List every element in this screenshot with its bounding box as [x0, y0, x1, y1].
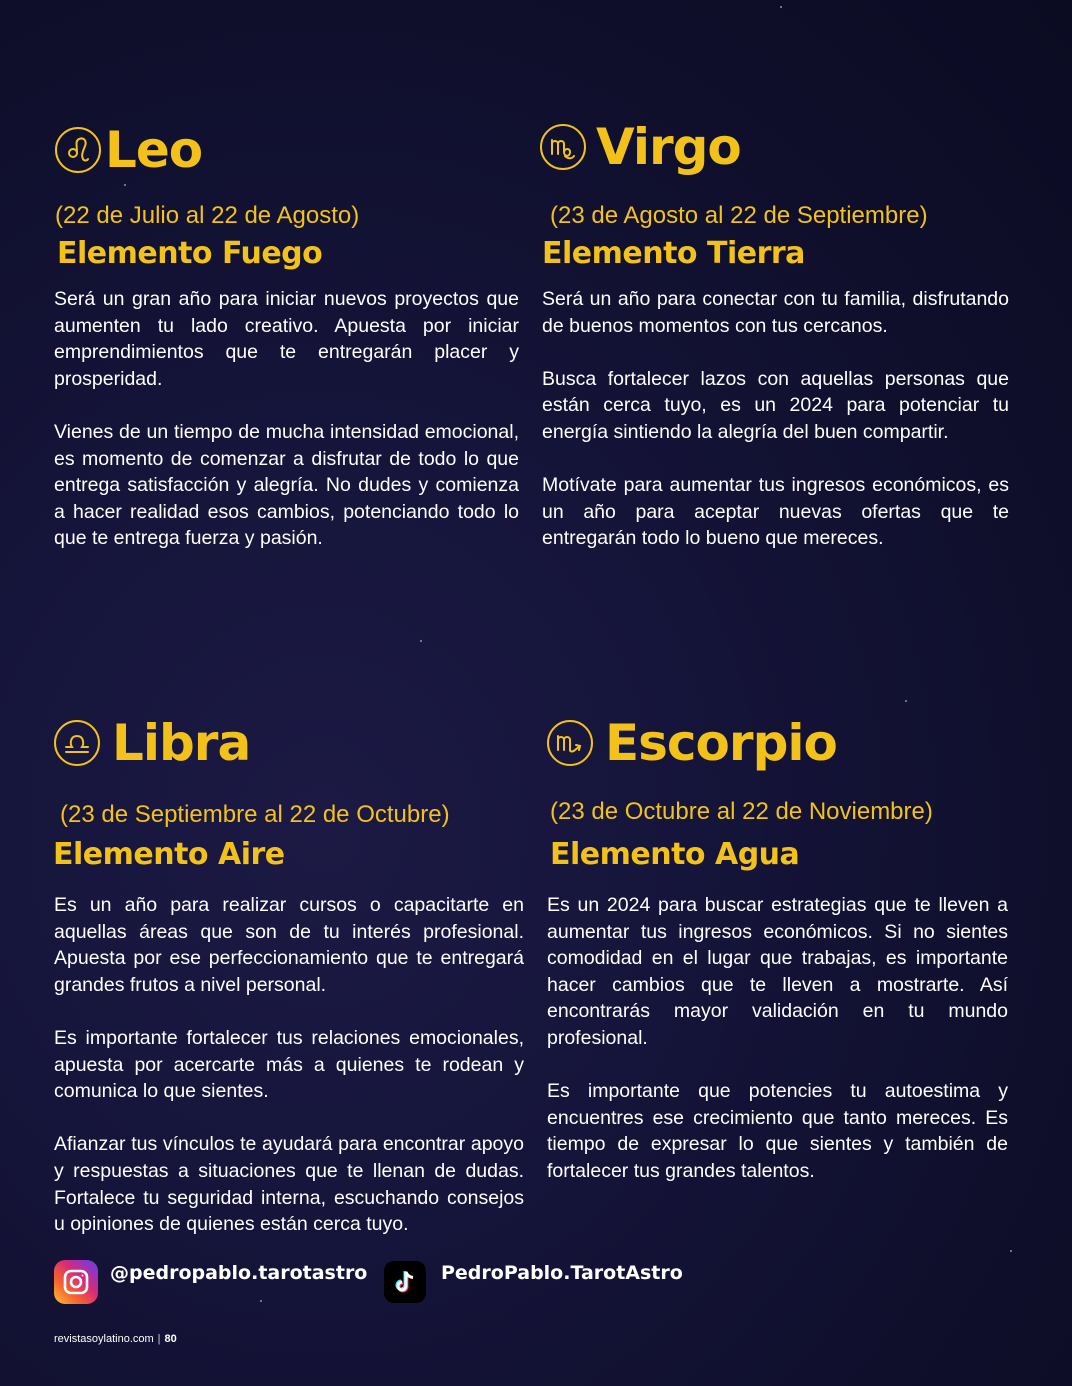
sign-name: Escorpio — [605, 714, 837, 772]
paragraph: Motívate para aumentar tus ingresos económicos, es un año para aceptar nuevas ofertas que te entregarán todo lo bueno que mereces. — [542, 474, 1009, 550]
paragraph: Será un año para conectar con tu familia, disfrutando de buenos momentos con tus cercanos. — [542, 288, 1009, 337]
sign-description — [547, 892, 1008, 1185]
sign-element: Elemento Agua — [550, 837, 800, 872]
sign-element: Elemento Tierra — [542, 236, 805, 271]
paragraph: Afianzar tus vínculos te ayudará para encontrar apoyo y respuestas a situaciones que te llenan de dudas. Fortalece tu seguridad interna, escuchando consejos u opiniones de quienes están cerca tuyo. — [54, 1133, 524, 1236]
sign-dates: (22 de Julio al 22 de Agosto) — [55, 202, 360, 229]
footer-separator: | — [157, 1333, 161, 1345]
paragraph: Es importante que potencies tu autoestima y encuentres ese crecimiento que tanto mereces. Es tiempo de expresar lo que sientes y también de fortalecer tus grandes talentos. — [547, 1080, 1008, 1182]
sign-description — [54, 286, 519, 552]
page-footer — [54, 1333, 177, 1345]
tiktok-icon — [384, 1261, 426, 1303]
instagram-icon — [54, 1260, 98, 1304]
sign-description — [54, 892, 524, 1238]
sign-header-libra — [54, 714, 251, 772]
sign-description — [542, 286, 1009, 552]
sign-name: Libra — [112, 714, 251, 772]
sign-header-leo — [55, 121, 203, 179]
paragraph: Es un 2024 para buscar estrategias que te lleven a aumentar tus ingresos económicos. Si no sientes comodidad en el lugar que trabajas, es importante hacer cambios que te lleven a mostrarte. Así encontrarás mayor validación en tu mundo profesional. — [547, 894, 1008, 1049]
instagram-link[interactable] — [54, 1260, 367, 1304]
leo-symbol-icon — [55, 127, 101, 173]
instagram-handle[interactable]: @pedropablo.tarotastro — [110, 1262, 368, 1284]
scorpio-symbol-icon — [547, 720, 593, 766]
paragraph: Busca fortalecer lazos con aquellas personas que están cerca tuyo, es un 2024 para potenciar tu energía sintiendo la alegría del buen compartir. — [542, 367, 1009, 443]
paragraph: Es un año para realizar cursos o capacitarte en aquellas áreas que son de tu interés profesional. Apuesta por ese perfeccionamiento que te entregará grandes frutos a nivel personal. — [54, 894, 524, 996]
paragraph: Será un gran año para iniciar nuevos proyectos que aumenten tu lado creativo. Apuesta por iniciar emprendimientos que te entregarán placer y prosperidad. — [54, 288, 519, 390]
sign-element: Elemento Aire — [53, 837, 285, 872]
sign-element: Elemento Fuego — [57, 236, 323, 271]
paragraph: Es importante fortalecer tus relaciones emocionales, apuesta por acercarte más a quienes te rodean y comunica lo que sientes. — [54, 1026, 524, 1103]
sign-header-virgo — [540, 118, 741, 176]
sign-dates: (23 de Septiembre al 22 de Octubre) — [60, 801, 450, 828]
sign-dates: (23 de Octubre al 22 de Noviembre) — [550, 798, 933, 825]
paragraph: Vienes de un tiempo de mucha intensidad emocional, es momento de comenzar a disfrutar de todo lo que entrega satisfacción y alegría. No dudes y comienza a hacer realidad esos cambios, potenciando todo lo que te entrega fuerza y pasión. — [54, 420, 519, 550]
sign-header-escorpio — [547, 714, 837, 772]
sign-dates: (23 de Agosto al 22 de Septiembre) — [550, 202, 928, 229]
virgo-symbol-icon — [540, 124, 586, 170]
tiktok-handle[interactable]: PedroPablo.TarotAstro — [441, 1262, 683, 1284]
sign-name: Leo — [105, 121, 203, 179]
footer-site[interactable]: revistasoylatino.com — [54, 1333, 154, 1345]
page-number: 80 — [164, 1333, 177, 1345]
tiktok-link[interactable] — [384, 1261, 683, 1303]
sign-name: Virgo — [596, 118, 741, 176]
libra-symbol-icon — [54, 720, 100, 766]
